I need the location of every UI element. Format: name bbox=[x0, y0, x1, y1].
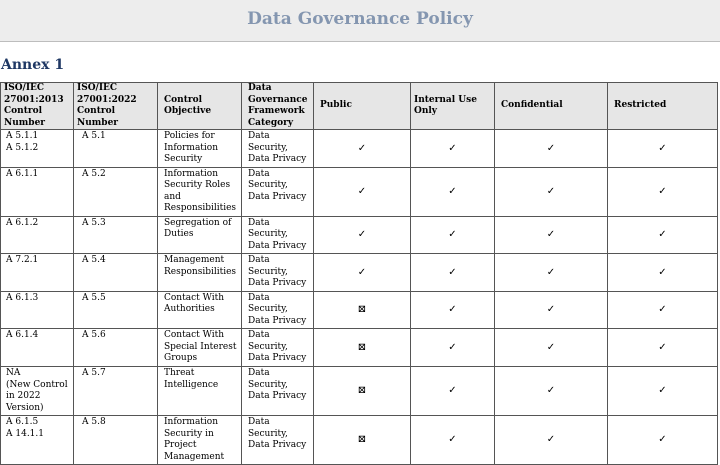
check-icon: ✓ bbox=[495, 291, 608, 329]
table-row bbox=[1, 254, 718, 292]
control-2013-line: A 6.1.1 bbox=[6, 168, 39, 179]
control-2013-line: NA bbox=[6, 368, 21, 378]
check-icon: ✓ bbox=[411, 216, 495, 254]
control-2013-line: A 5.1.1 bbox=[6, 131, 39, 141]
table-row bbox=[1, 416, 718, 465]
cell-control-objective: Management Responsibilities bbox=[158, 254, 242, 292]
cell-iso-2013 bbox=[1, 367, 74, 416]
cell-control-objective: Threat Intelligence bbox=[158, 367, 242, 416]
section-heading: Annex 1 bbox=[1, 57, 65, 73]
control-2013-line: A 6.1.3 bbox=[6, 292, 39, 303]
cell-iso-2022: A 5.5 bbox=[74, 291, 158, 329]
cell-framework-category: Data Security, Data Privacy bbox=[242, 130, 314, 168]
check-icon: ✓ bbox=[314, 167, 411, 216]
table-row bbox=[1, 367, 718, 416]
check-icon: ✓ bbox=[411, 254, 495, 292]
cell-control-objective: Segregation of Duties bbox=[158, 216, 242, 254]
check-icon: ✓ bbox=[314, 254, 411, 292]
cell-iso-2022: A 5.8 bbox=[74, 416, 158, 465]
cell-framework-category: Data Security, Data Privacy bbox=[242, 216, 314, 254]
check-icon: ✓ bbox=[495, 367, 608, 416]
header-public: Public bbox=[314, 83, 411, 130]
cross-box-icon: ⊠ bbox=[314, 416, 411, 465]
check-icon: ✓ bbox=[411, 167, 495, 216]
check-icon: ✓ bbox=[411, 416, 495, 465]
control-2013-line: A 6.1.4 bbox=[6, 330, 39, 340]
check-icon: ✓ bbox=[411, 367, 495, 416]
table-row bbox=[1, 329, 718, 367]
header-internal-use-only: Internal Use Only bbox=[411, 83, 495, 130]
cell-iso-2013 bbox=[1, 167, 74, 216]
control-2013-line: A 5.1.2 bbox=[6, 142, 39, 153]
cell-framework-category: Data Security, Data Privacy bbox=[242, 291, 314, 329]
cell-iso-2022: A 5.4 bbox=[74, 254, 158, 292]
cell-iso-2013 bbox=[1, 291, 74, 329]
check-icon: ✓ bbox=[411, 130, 495, 168]
table-row bbox=[1, 291, 718, 329]
control-2013-line: A 7.2.1 bbox=[6, 255, 39, 265]
title-bar bbox=[0, 0, 720, 42]
cell-iso-2022: A 5.6 bbox=[74, 329, 158, 367]
cell-iso-2022: A 5.7 bbox=[74, 367, 158, 416]
table-row bbox=[1, 167, 718, 216]
control-2013-line: (New Control in 2022 Version) bbox=[6, 379, 68, 413]
check-icon: ✓ bbox=[608, 254, 718, 292]
cell-framework-category: Data Security, Data Privacy bbox=[242, 329, 314, 367]
header-confidential: Confidential bbox=[495, 83, 608, 130]
header-framework-category: Data Governance Framework Category bbox=[242, 83, 314, 130]
check-icon: ✓ bbox=[495, 130, 608, 168]
cell-control-objective: Contact With Special Interest Groups bbox=[158, 329, 242, 367]
header-iso-2022: ISO/IEC 27001:2022 Control Number bbox=[74, 83, 158, 130]
cell-control-objective: Policies for Information Security bbox=[158, 130, 242, 168]
cross-box-icon: ⊠ bbox=[314, 291, 411, 329]
cell-framework-category: Data Security, Data Privacy bbox=[242, 254, 314, 292]
cell-iso-2013 bbox=[1, 329, 74, 367]
control-table bbox=[0, 82, 718, 465]
cross-box-icon: ⊠ bbox=[314, 367, 411, 416]
check-icon: ✓ bbox=[608, 130, 718, 168]
check-icon: ✓ bbox=[495, 167, 608, 216]
check-icon: ✓ bbox=[314, 130, 411, 168]
header-restricted: Restricted bbox=[608, 83, 718, 130]
cell-iso-2013 bbox=[1, 254, 74, 292]
cell-iso-2013 bbox=[1, 130, 74, 168]
check-icon: ✓ bbox=[608, 329, 718, 367]
header-iso-2013: ISO/IEC 27001:2013 Control Number bbox=[1, 83, 74, 130]
check-icon: ✓ bbox=[411, 291, 495, 329]
check-icon: ✓ bbox=[608, 167, 718, 216]
cell-iso-2013 bbox=[1, 416, 74, 465]
check-icon: ✓ bbox=[495, 254, 608, 292]
cell-iso-2013 bbox=[1, 216, 74, 254]
cell-iso-2022: A 5.3 bbox=[74, 216, 158, 254]
check-icon: ✓ bbox=[411, 329, 495, 367]
check-icon: ✓ bbox=[608, 291, 718, 329]
cell-framework-category: Data Security, Data Privacy bbox=[242, 167, 314, 216]
cell-control-objective: Contact With Authorities bbox=[158, 291, 242, 329]
control-2013-line: A 6.1.5 bbox=[6, 417, 39, 427]
check-icon: ✓ bbox=[608, 216, 718, 254]
control-2013-line: A 14.1.1 bbox=[6, 428, 44, 439]
check-icon: ✓ bbox=[495, 329, 608, 367]
check-icon: ✓ bbox=[608, 367, 718, 416]
table-row bbox=[1, 216, 718, 254]
check-icon: ✓ bbox=[495, 216, 608, 254]
cell-control-objective: Information Security Roles and Responsibilities bbox=[158, 167, 242, 216]
cell-iso-2022: A 5.1 bbox=[74, 130, 158, 168]
cell-framework-category: Data Security, Data Privacy bbox=[242, 367, 314, 416]
table-header-row bbox=[1, 83, 718, 130]
check-icon: ✓ bbox=[314, 216, 411, 254]
table-row bbox=[1, 130, 718, 168]
cell-framework-category: Data Security, Data Privacy bbox=[242, 416, 314, 465]
check-icon: ✓ bbox=[608, 416, 718, 465]
cross-box-icon: ⊠ bbox=[314, 329, 411, 367]
check-icon: ✓ bbox=[495, 416, 608, 465]
cell-control-objective: Information Security in Project Management bbox=[158, 416, 242, 465]
cell-iso-2022: A 5.2 bbox=[74, 167, 158, 216]
header-control-objective: Control Objective bbox=[158, 83, 242, 130]
control-2013-line: A 6.1.2 bbox=[6, 217, 39, 228]
page-title: Data Governance Policy bbox=[247, 9, 473, 29]
